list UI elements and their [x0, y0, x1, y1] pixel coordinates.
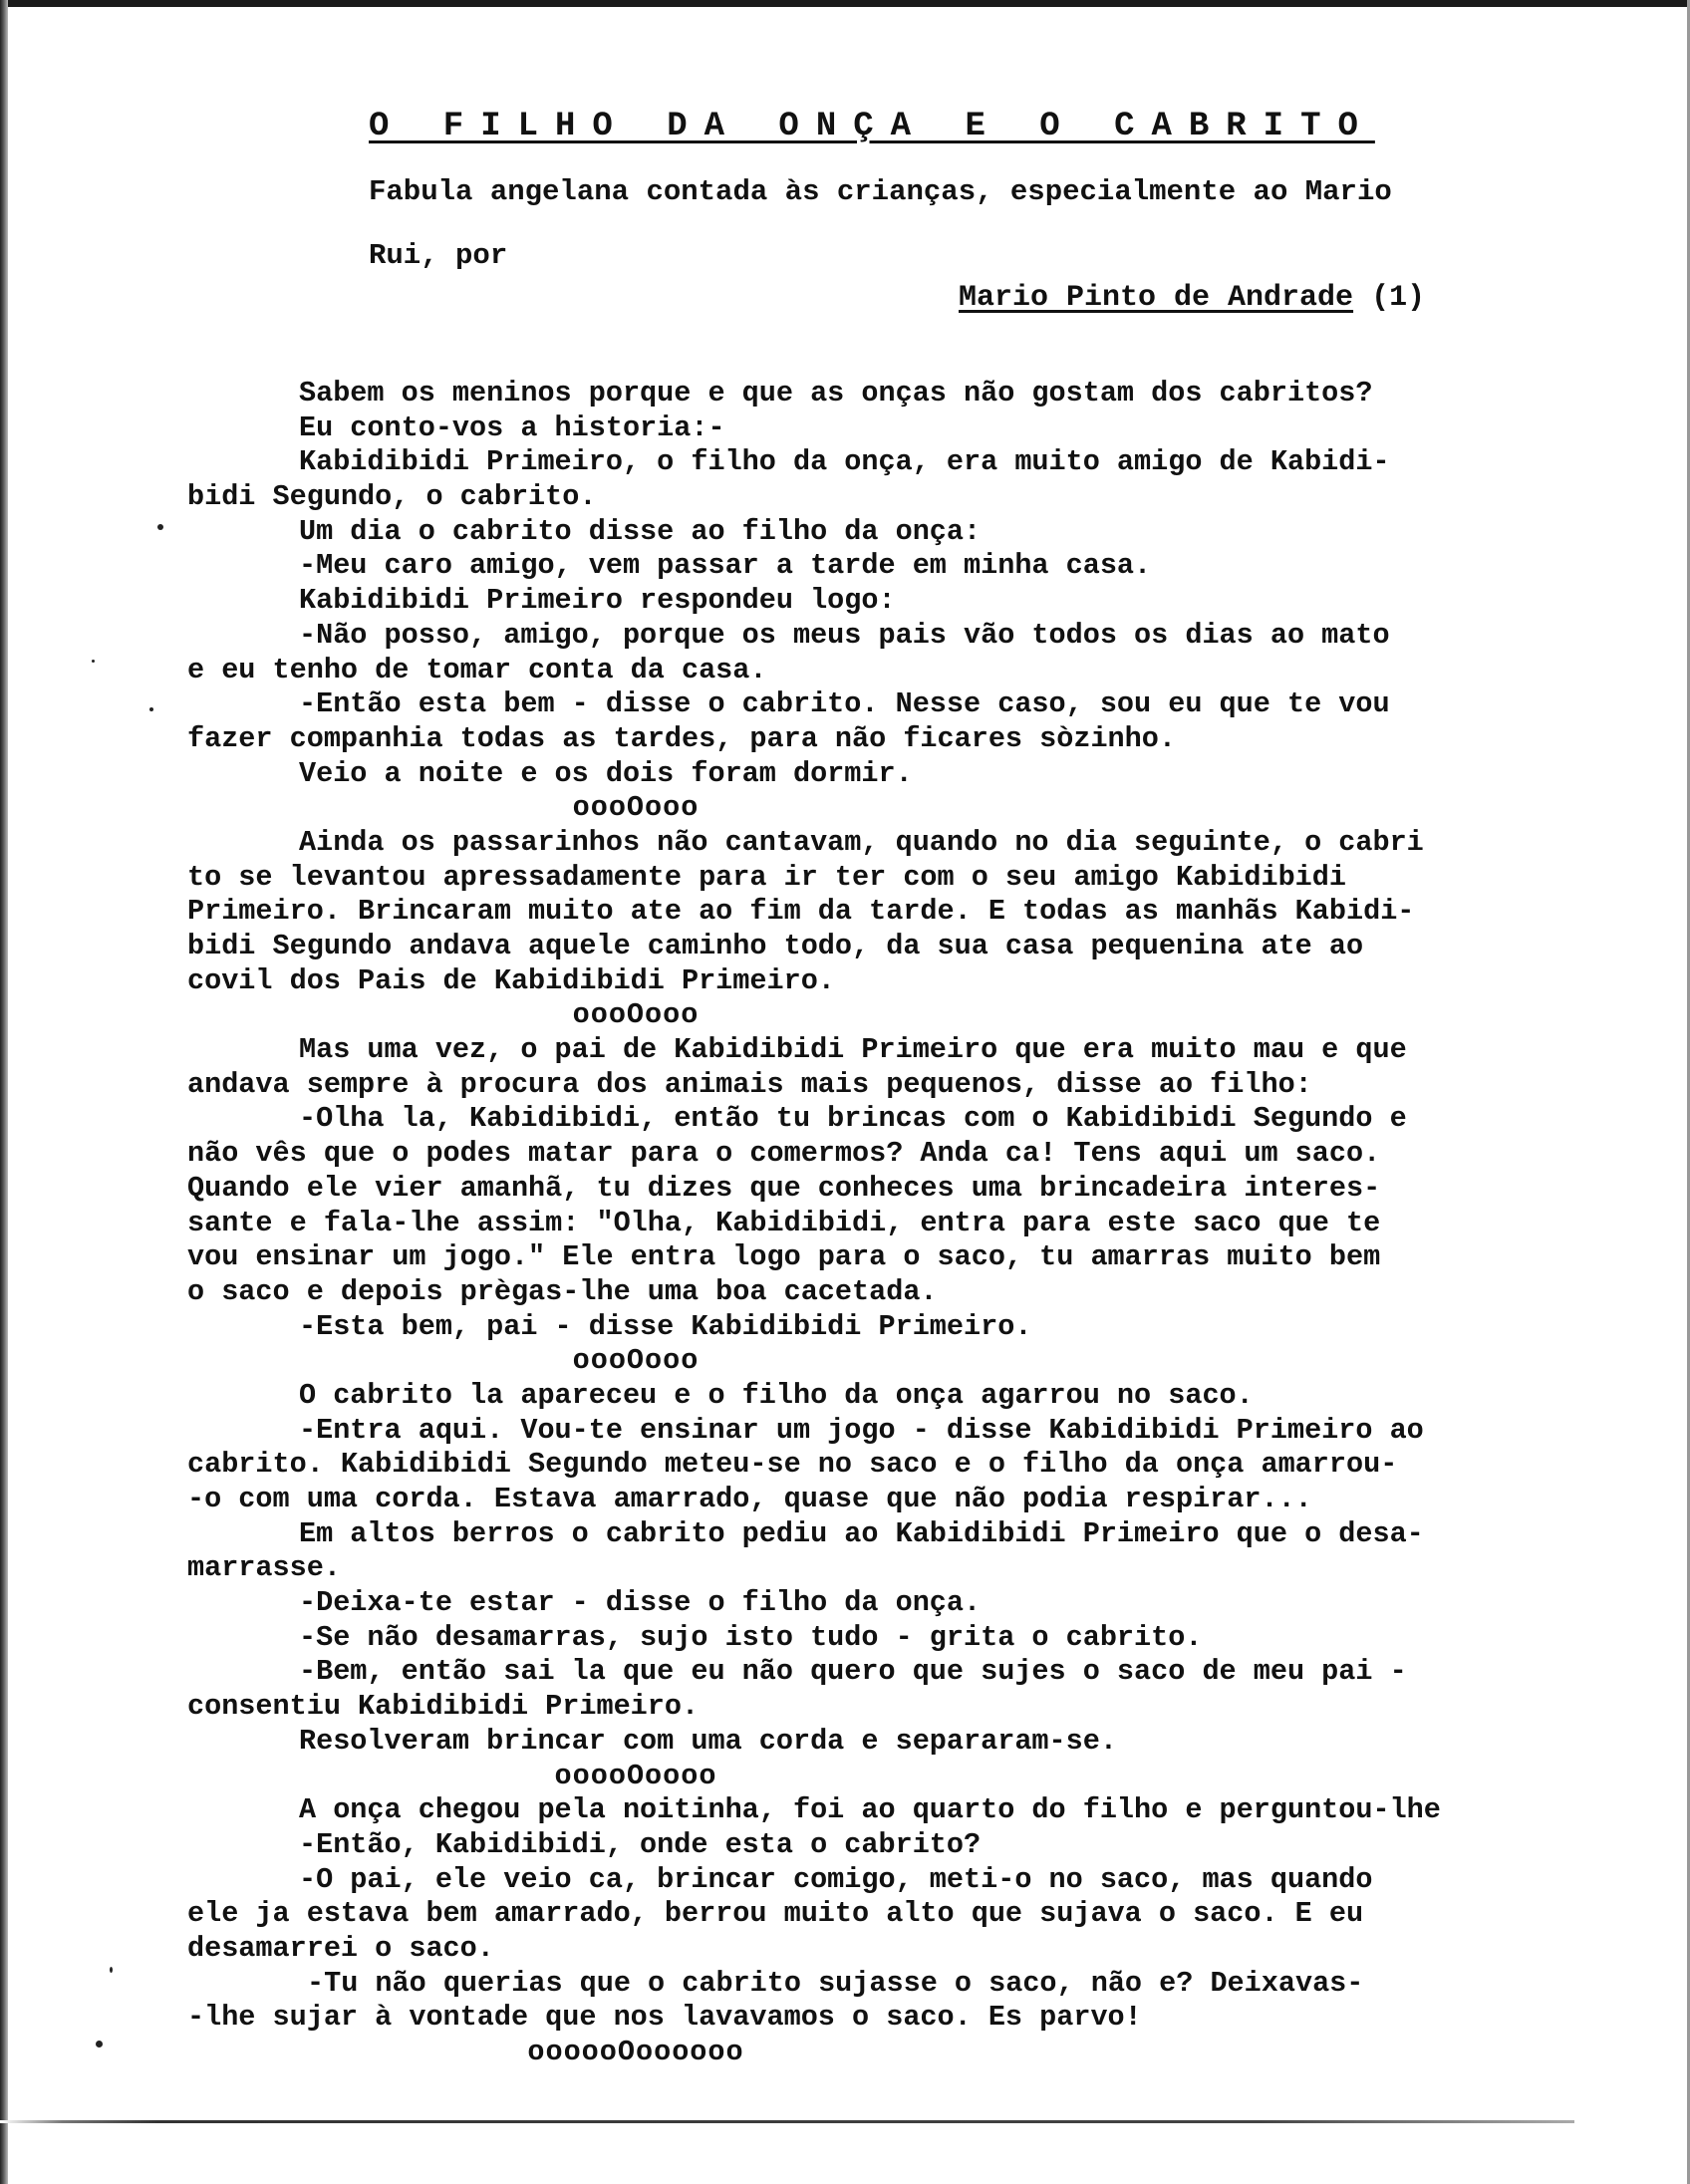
section-separator: oooOooo	[572, 791, 700, 825]
story-line: Primeiro. Brincaram muito ate ao fim da tarde. E todas as manhãs Kabidi-	[187, 895, 1415, 929]
story-line: Quando ele vier amanhã, tu dizes que conheces uma brincadeira interes-	[187, 1171, 1381, 1205]
story-line: Um dia o cabrito disse ao filho da onça:	[299, 514, 982, 548]
scan-speck	[149, 707, 153, 711]
scan-speck	[96, 2041, 103, 2048]
section-separator: oooooOoooooo	[527, 2036, 744, 2068]
story-line: Ainda os passarinhos não cantavam, quando no dia seguinte, o cabri	[299, 825, 1424, 859]
story-line: Kabidibidi Primeiro, o filho da onça, era muito amigo de Kabidi-	[299, 445, 1390, 479]
author-line	[959, 281, 1425, 315]
story-line: Sabem os meninos porque e que as onças não gostam dos cabritos?	[299, 377, 1373, 410]
story-line: -Esta bem, pai - disse Kabidibidi Primeiro.	[299, 1309, 1032, 1343]
story-line: bidi Segundo, o cabrito.	[187, 480, 597, 514]
story-line: Kabidibidi Primeiro respondeu logo:	[299, 584, 896, 618]
author-footnote-mark: (1)	[1371, 281, 1426, 315]
story-body	[187, 377, 1642, 2070]
section-separator: oooOooo	[572, 998, 700, 1032]
story-line: -Bem, então sai la que eu não quero que sujes o saco de meu pai -	[299, 1655, 1407, 1689]
story-line: covil dos Pais de Kabidibidi Primeiro.	[187, 963, 835, 997]
story-line: fazer companhia todas as tardes, para não ficares sòzinho.	[187, 721, 1176, 755]
story-line: Veio a noite e os dois foram dormir.	[299, 756, 913, 790]
author-name: Mario Pinto de Andrade	[959, 281, 1354, 315]
story-line: -o com uma corda. Estava amarrado, quase que não podia respirar...	[187, 1483, 1312, 1515]
story-line: bidi Segundo andava aquele caminho todo, da sua casa pequenina ate ao	[187, 930, 1364, 962]
story-line: A onça chegou pela noitinha, foi ao quarto do filho e perguntou-lhe	[299, 1793, 1441, 1827]
document-subtitle: Fabula angelana contada às crianças, especialmente ao Mario	[369, 175, 1392, 208]
scan-speck	[92, 660, 95, 663]
story-line: ele ja estava bem amarrado, berrou muito alto que sujava o saco. E eu	[187, 1897, 1364, 1931]
section-separator: oooOooo	[572, 1344, 700, 1378]
story-line: -Entra aqui. Vou-te ensinar um jogo - disse Kabidibidi Primeiro ao	[299, 1413, 1424, 1447]
document-subtitle-cont: Rui, por	[369, 239, 508, 272]
story-line: Mas uma vez, o pai de Kabidibidi Primeiro que era muito mau e que	[299, 1033, 1407, 1067]
story-line: consentiu Kabidibidi Primeiro.	[187, 1690, 700, 1724]
story-line: marrasse.	[187, 1551, 341, 1585]
scan-speck	[110, 1967, 113, 1973]
story-line: -Deixa-te estar - disse o filho da onça.	[299, 1586, 982, 1620]
story-line: Em altos berros o cabrito pediu ao Kabidibidi Primeiro que o desa-	[299, 1516, 1424, 1550]
story-line: -lhe sujar à vontade que nos lavavamos o saco. Es parvo!	[187, 2001, 1142, 2035]
story-line: to se levantou apressadamente para ir ter com o seu amigo Kabidibidi	[187, 860, 1346, 894]
story-line: -Tu não querias que o cabrito sujasse o saco, não e? Deixavas-	[307, 1966, 1364, 2000]
story-line: Eu conto-vos a historia:-	[299, 410, 725, 444]
scan-bottom-rule	[0, 2120, 1574, 2123]
scan-speck	[157, 524, 163, 530]
scan-edge-left	[0, 0, 8, 2184]
story-line: -Se não desamarras, sujo isto tudo - grita o cabrito.	[299, 1620, 1203, 1654]
story-line: e eu tenho de tomar conta da casa.	[187, 653, 767, 686]
story-line: -O pai, ele veio ca, brincar comigo, meti-o no saco, mas quando	[299, 1862, 1373, 1896]
document-title: O FILHO DA ONÇA E O CABRITO	[369, 108, 1375, 145]
story-line: cabrito. Kabidibidi Segundo meteu-se no saco e o filho da onça amarrou-	[187, 1448, 1398, 1482]
story-line: -Então, Kabidibidi, onde esta o cabrito?	[299, 1827, 982, 1861]
story-line: -Olha la, Kabidibidi, então tu brincas com o Kabidibidi Segundo e	[299, 1102, 1407, 1136]
story-line: desamarrei o saco.	[187, 1931, 494, 1965]
story-line: o saco e depois prègas-lhe uma boa cacetada.	[187, 1274, 938, 1308]
story-line: Resolveram brincar com uma corda e separaram-se.	[299, 1724, 1117, 1758]
story-line: não vês que o podes matar para o comermos? Anda ca! Tens aqui um saco.	[187, 1137, 1381, 1171]
story-line: -Meu caro amigo, vem passar a tarde em minha casa.	[299, 549, 1152, 583]
scan-edge-top	[0, 0, 1690, 7]
story-line: sante e fala-lhe assim: "Olha, Kabidibidi, entra para este saco que te	[187, 1206, 1381, 1239]
section-separator: ooooOoooo	[554, 1759, 717, 1792]
story-line: O cabrito la apareceu e o filho da onça agarrou no saco.	[299, 1378, 1254, 1412]
story-line: vou ensinar um jogo." Ele entra logo para o saco, tu amarras muito bem	[187, 1240, 1381, 1274]
story-line: -Então esta bem - disse o cabrito. Nesse caso, sou eu que te vou	[299, 687, 1390, 721]
story-line: -Não posso, amigo, porque os meus pais vão todos os dias ao mato	[299, 618, 1390, 652]
story-line: andava sempre à procura dos animais mais pequenos, disse ao filho:	[187, 1067, 1312, 1101]
